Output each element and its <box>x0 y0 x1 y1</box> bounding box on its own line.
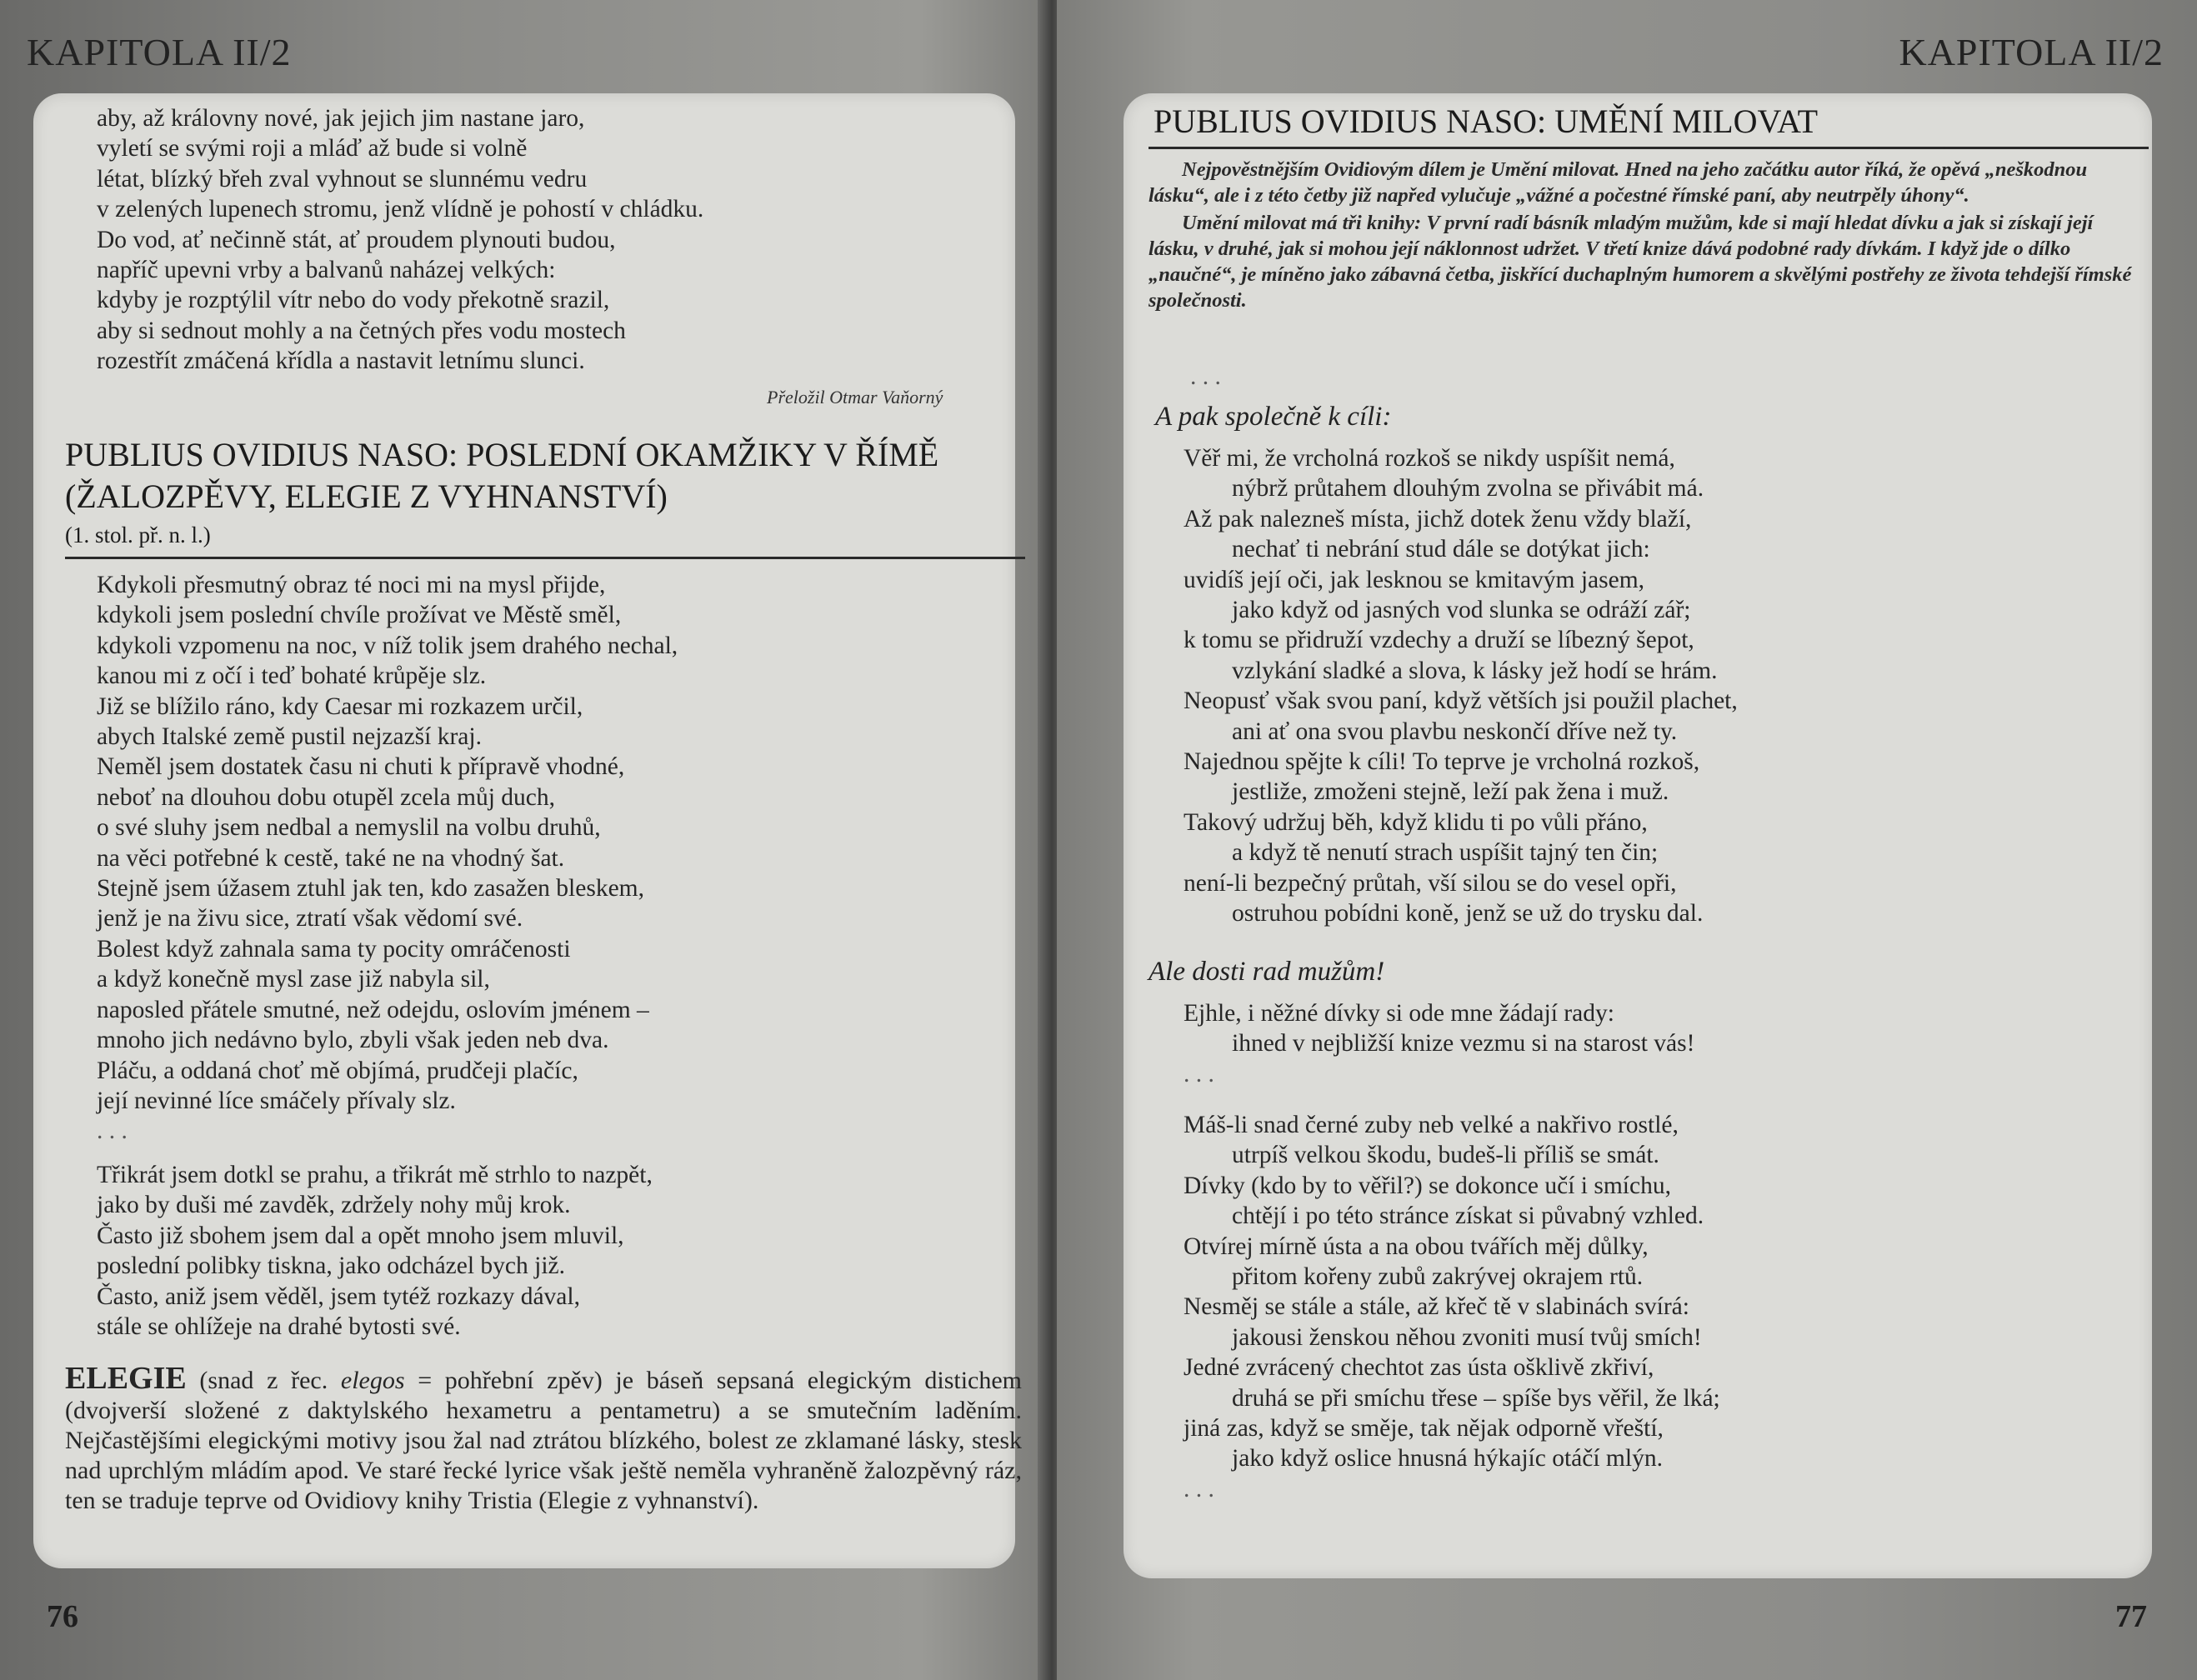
verse-line: k tomu se přidruží vzdechy a druží se líbezný šepot, <box>1184 627 1694 654</box>
heading-rule <box>65 557 1025 559</box>
translator-credit: Přeložil Otmar Vaňorný <box>767 387 943 408</box>
poem-ars-1 <box>1184 443 2152 929</box>
verse-line: Jedné zvrácený chechtot zas ústa ošklivě zkřiví, <box>1184 1354 1654 1382</box>
ellipsis: . . . <box>1184 1475 1214 1502</box>
section-dating: (1. stol. př. n. l.) <box>65 522 211 548</box>
ellipsis: . . . <box>97 1118 128 1145</box>
verse-line: není-li bezpečný průtah, vší silou se do vesel opři, <box>1184 869 1677 897</box>
verse-line: Třikrát jsem dotkl se prahu, a třikrát mě strhlo to nazpět, <box>97 1162 653 1188</box>
verse-line: Ejhle, i něžné dívky si ode mne žádají rady: <box>1184 1000 1614 1027</box>
chapter-label: KAPITOLA II/2 <box>1899 31 2164 73</box>
verse-line: vzlykání sladké a slova, k lásky jež hodí se hrám. <box>1232 657 1718 684</box>
verse-line: nechať ti nebrání stud dále se dotýkat jich: <box>1232 536 1650 563</box>
verse-line: napříč upevni vrby a balvanů naházej velkých: <box>97 257 556 284</box>
subheading: Ale dosti rad mužům! <box>1149 957 1385 987</box>
right-content-box <box>1124 93 2152 1578</box>
continued-poem <box>97 103 1015 377</box>
verse-line: Neměl jsem dostatek času ni chuti k přípravě vhodné, <box>97 753 625 781</box>
verse-line: jako když od jasných vod slunka se odráží zář; <box>1232 597 1691 624</box>
verse-line: kdykoli vzpomenu na noc, v níž tolik jsem drahého nechal, <box>97 632 678 659</box>
verse-line: Až pak nalezneš místa, jichž dotek ženu vždy blaží, <box>1184 505 1692 532</box>
subheading: A pak společně k cíli: <box>1155 402 1392 432</box>
verse-line: kdykoli jsem poslední chvíle prožívat ve Městě směl, <box>97 602 622 629</box>
left-page <box>0 0 1046 1680</box>
poem-part1 <box>97 570 1015 1147</box>
verse-line: vyletí se svými roji a mláď až bude si volně <box>97 135 528 162</box>
verse-line: jestliže, zmoženi stejně, leží pak žena i muž. <box>1232 778 1669 806</box>
verse-line: o své sluhy jsem nedbal a nemyslil na volbu druhů, <box>97 814 601 842</box>
verse-line: mnoho jich nedávno bylo, zbyli však jeden neb dva. <box>97 1027 609 1054</box>
verse-line: utrpíš velkou škodu, budeš-li příliš se smát. <box>1232 1142 1659 1169</box>
verse-line: kdyby je rozptýlil vítr nebo do vody překotně srazil, <box>97 287 610 314</box>
verse-line: Stejně jsem úžasem ztuhl jak ten, kdo zasažen bleskem, <box>97 875 644 902</box>
verse-line: létat, blízký břeh zval vyhnout se slunnému vedru <box>97 165 588 192</box>
intro <box>1149 157 2139 315</box>
poem-ars-3 <box>1184 1110 2152 1504</box>
verse-line: nýbrž průtahem dlouhým zvolna se přivábit má. <box>1232 475 1704 502</box>
verse-line: ostruhou pobídni koně, jenž se už do trysku dal. <box>1232 900 1704 928</box>
verse-line: Najednou spějte k cíli! To teprve je vrcholná rozkoš, <box>1184 748 1700 776</box>
elegie-term: ELEGIE <box>65 1361 187 1396</box>
verse-line: neboť na dlouhou dobu otupěl zcela můj duch, <box>97 783 556 811</box>
page-number: 77 <box>2115 1599 2147 1634</box>
left-content-box <box>33 93 1023 1568</box>
verse-line: Dívky (kdo by to věřil?) se dokonce učí i smíchu, <box>1184 1172 1671 1199</box>
verse-line: Takový udržuj běh, když klidu ti po vůli přáno, <box>1184 808 1648 836</box>
verse-line: Bolest když zahnala sama ty pocity omráčenosti <box>97 935 571 962</box>
right-page <box>1057 0 2197 1680</box>
verse-line: Máš-li snad černé zuby neb velké a nakřivo rostlé, <box>1184 1112 1679 1138</box>
verse-line: Otvírej mírně ústa a na obou tvářích měj důlky, <box>1184 1232 1649 1260</box>
verse-line: Nesměj se stále a stále, až křeč tě v slabinách svírá: <box>1184 1293 1689 1321</box>
verse-line: a když tě nenutí strach uspíšit tajný ten čin; <box>1232 839 1659 867</box>
section-heading-line1: PUBLIUS OVIDIUS NASO: POSLEDNÍ OKAMŽIKY V ŘÍMĚ <box>65 436 939 473</box>
elegie-definition <box>65 1363 1022 1516</box>
chapter-label: KAPITOLA II/2 <box>27 31 292 73</box>
verse-line: uvidíš její oči, jak lesknou se kmitavým jasem, <box>1184 566 1645 593</box>
poem-part2 <box>97 1160 1015 1342</box>
elegie-open: (snad z řec. <box>199 1367 341 1394</box>
verse-line: na věci potřebné k cestě, také ne na vhodný šat. <box>97 844 565 872</box>
verse-line: aby si sednout mohly a na četných přes vodu mostech <box>97 317 626 344</box>
verse-line: a když konečně mysl zase již nabyla sil, <box>97 966 490 993</box>
verse-line: jakousi ženskou něhou zvoniti musí tvůj smích! <box>1232 1323 1702 1351</box>
verse-line: jenž je na živu sice, ztratí však vědomí své. <box>97 905 523 932</box>
verse-line: Často již sbohem jsem dal a opět mnoho jsem mluvil, <box>97 1222 624 1249</box>
section-heading: PUBLIUS OVIDIUS NASO: UMĚNÍ MILOVAT <box>1154 102 1819 140</box>
verse-line: Do vod, ať nečinně stát, ať proudem plynouti budou, <box>97 226 616 253</box>
verse-line: Často, aniž jsem věděl, jsem tytéž rozkazy dával, <box>97 1282 580 1310</box>
elegie-text: = pohřební zpěv) je báseň sepsaná elegickým distichem (dvojverší složené z daktylského hexametru a pentametru) a se smutečním laděním. Nejčastějšími elegickými motivy jsou žal nad ztrátou blízkého, bolest ze zklamané lásky, stesk nad uprchlým mládím apod. Ve staré řecké lyrice však ještě neměla vyhraněně žalozpěvný ráz, ten se traduje teprve od Ovidiovy knihy Tristia (Elegie z vyhnanství). <box>65 1367 1023 1514</box>
verse-line: Pláču, a oddaná choť mě objímá, prudčeji plačíc, <box>97 1057 578 1084</box>
intro-paragraph: Umění milovat má tři knihy: V první radí básník mladým mužům, kde si mají hledat dívku a jak si získají její lásku, v druhé, jak si mohou její náklonnost udržet. V třetí knize dává podobné rady dívkám. I když jde o dílko „naučné“, je míněno jako zábavná četba, jiskřící duchaplným humorem a skvělými postřehy ze života tehdejší římské společnosti. <box>1149 212 2132 312</box>
heading-rule <box>1149 147 2149 149</box>
verse-line: jiná zas, když se směje, tak nějak odporně vřeští, <box>1184 1415 1664 1442</box>
verse-line: naposled přátele smutné, než odejdu, oslovím jménem – <box>97 996 649 1023</box>
verse-line: její nevinné líce smáčely přívaly slz. <box>97 1087 456 1114</box>
verse-line: druhá se při smíchu třese – spíše bys věřil, že lká; <box>1232 1384 1720 1412</box>
verse-line: stále se ohlížeje na drahé bytosti své. <box>97 1313 461 1341</box>
verse-line: abych Italské země pustil nejzazší kraj. <box>97 723 482 751</box>
verse-line: v zelených lupenech stromu, jenž vlídně je pohostí v chládku. <box>97 196 704 223</box>
elegie-greek: elegos <box>340 1367 405 1394</box>
section-heading-line2: (ŽALOZPĚVY, ELEGIE Z VYHNANSTVÍ) <box>65 478 668 515</box>
verse-line: ani ať ona svou plavbu neskončí dříve než ty. <box>1232 718 1678 745</box>
ellipsis: . . . <box>1184 1060 1214 1088</box>
verse-line: Neopusť však svou paní, když větších jsi použil plachet, <box>1184 688 1738 715</box>
intro-paragraph: Nejpověstnějším Ovidiovým dílem je Umění milovat. Hned na jeho začátku autor říká, že opěvá „neškodnou lásku“, ale i z této četby již napřed vylučuje „vážné a počestné římské paní, aby neutrpěly úhony“. <box>1149 158 2088 207</box>
verse-line: jako když oslice hnusná hýkajíc otáčí mlýn. <box>1232 1445 1663 1472</box>
verse-line: kanou mi z očí i teď bohaté krůpěje slz. <box>97 662 487 690</box>
verse-line: Věř mi, že vrcholná rozkoš se nikdy uspíšit nemá, <box>1184 445 1675 472</box>
poem-ars-2 <box>1184 998 2152 1089</box>
verse-line: ihned v nejbližší knize vezmu si na starost vás! <box>1232 1030 1695 1058</box>
verse-line: jako by duši mé zavděk, zdržely nohy můj krok. <box>97 1192 571 1219</box>
verse-line: Kdykoli přesmutný obraz té noci mi na mysl přijde, <box>97 572 606 598</box>
verse-line: aby, až královny nové, jak jejich jim nastane jaro, <box>97 105 585 132</box>
verse-line: Již se blížilo ráno, kdy Caesar mi rozkazem určil, <box>97 692 583 720</box>
page-number: 76 <box>47 1599 78 1634</box>
verse-line: přitom kořeny zubů zakrývej okrajem rtů. <box>1232 1263 1644 1291</box>
verse-line: poslední polibky tiskna, jako odcházel bych již. <box>97 1252 566 1280</box>
verse-line: chtějí i po této stránce získat si půvabný vzhled. <box>1232 1202 1704 1230</box>
ellipsis: . . . <box>1190 363 1221 390</box>
verse-line: rozestřít zmáčená křídla a nastavit letnímu slunci. <box>97 348 585 375</box>
